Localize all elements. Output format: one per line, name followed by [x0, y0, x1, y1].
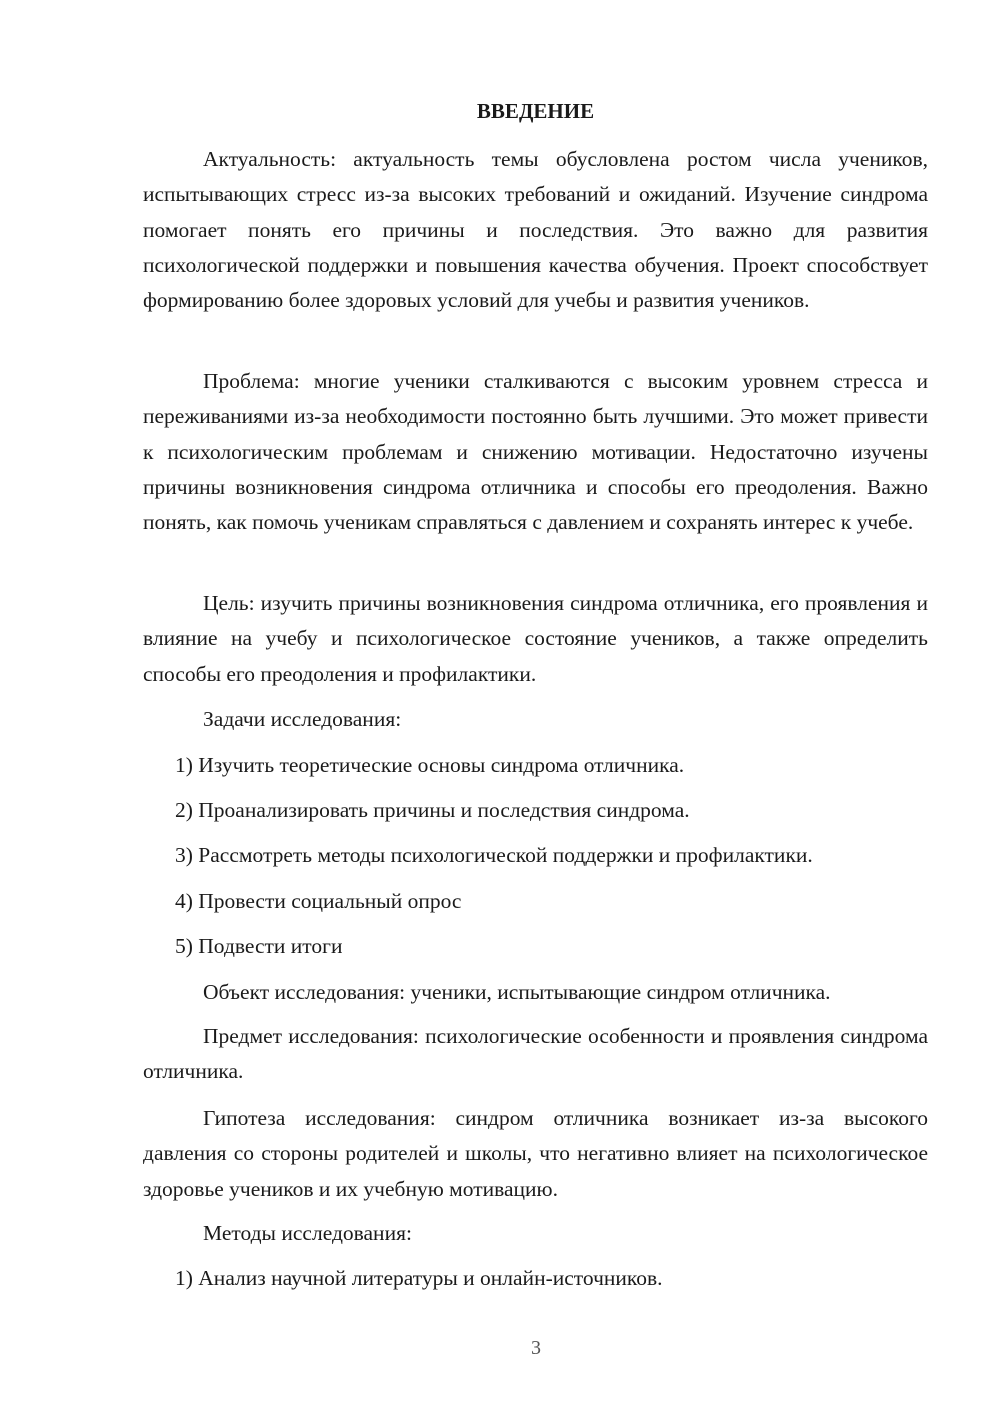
- methods-heading: Методы исследования:: [203, 1221, 412, 1245]
- subject-paragraph: Предмет исследования: психологические особенности и проявления синдрома отличника.: [143, 1024, 928, 1084]
- task-item: 2) Проанализировать причины и последствия синдрома.: [175, 798, 690, 822]
- task-item: 5) Подвести итоги: [175, 934, 343, 958]
- tasks-heading: Задачи исследования:: [203, 707, 402, 731]
- task-item: 3) Рассмотреть методы психологической поддержки и профилактики.: [175, 843, 813, 867]
- relevance-paragraph: Актуальность: актуальность темы обусловлена ростом числа учеников, испытывающих стресс из-за высоких требований и ожиданий. Изучение синдрома помогает понять его причины и последствия. Это важно для развития психологической поддержки и повышения качества обучения. Проект способствует формированию более здоровых условий для учебы и развития учеников.: [143, 147, 928, 313]
- method-item: 1) Анализ научной литературы и онлайн-источников.: [175, 1266, 663, 1290]
- hypothesis-paragraph: Гипотеза исследования: синдром отличника возникает из-за высокого давления со стороны родителей и школы, что негативно влияет на психологическое здоровье учеников и их учебную мотивацию.: [143, 1106, 928, 1201]
- section-heading: ВВЕДЕНИЕ: [476, 99, 595, 123]
- page-number: 3: [531, 1337, 541, 1359]
- task-item: 1) Изучить теоретические основы синдрома отличника.: [175, 753, 685, 777]
- problem-paragraph: Проблема: многие ученики сталкиваются с высоким уровнем стресса и переживаниями из-за необходимости постоянно быть лучшими. Это может привести к психологическим проблемам и снижению мотивации. Недостаточно изучены причины возникновения синдрома отличника и способы его преодоления. Важно понять, как помочь ученикам справляться с давлением и сохранять интерес к учебе.: [143, 369, 928, 535]
- task-item: 4) Провести социальный опрос: [175, 889, 462, 913]
- object-paragraph: Объект исследования: ученики, испытывающие синдром отличника.: [203, 980, 831, 1004]
- goal-paragraph: Цель: изучить причины возникновения синдрома отличника, его проявления и влияние на учебу и психологическое состояние учеников, а также определить способы его преодоления и профилактики.: [143, 591, 928, 686]
